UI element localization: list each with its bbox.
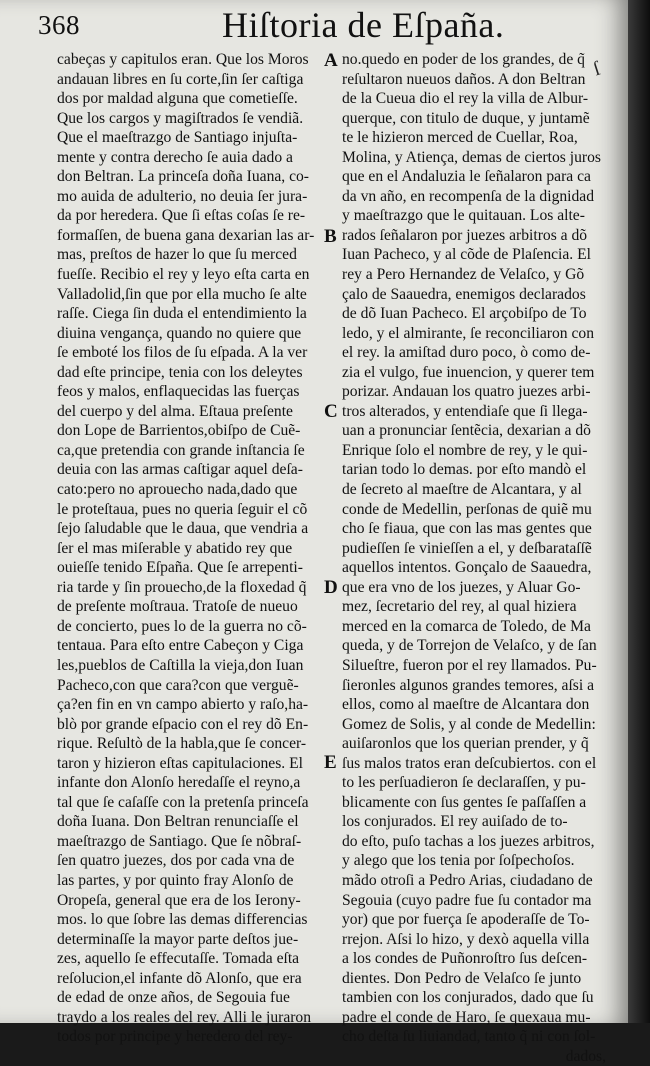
text-line: ſe emboté los filos de ſu eſpada. A la ver — [57, 344, 308, 362]
text-line: padre el conde de Haro, ſe quexaua mu- — [342, 1008, 591, 1026]
text-line: deuia con las armas caſtigar aquel deſa- — [57, 461, 303, 479]
text-line: ſejo ſaludable que le daua, que vendria a — [57, 520, 309, 538]
text-line: ſieronles algunos grandes temores, aſsi a — [342, 676, 595, 694]
text-line: del cuerpo y del alma. Eſtaua preſente — [57, 402, 293, 420]
text-line: ſen quatro juezes, dos por cada vna de — [57, 852, 295, 870]
text-line: ça?en fin en vn campo abierto y raſo,ha- — [57, 696, 309, 714]
text-line: rados ſeñalaron por juezes arbitros a dõ — [342, 226, 588, 244]
text-line: Pacheco,con que cara?con que verguẽ- — [57, 676, 299, 694]
text-line: diuina vengança, quando no quiere que — [57, 324, 302, 342]
text-line: Que los cargos y magiſtrados ſe vendiã. — [57, 109, 304, 127]
text-line: ſer el mas miſerable y abatido rey que — [57, 539, 293, 557]
text-line: don Beltran. La princeſa doña Iuana, co- — [57, 168, 309, 186]
text-line: Enrique ſolo el nombre de rey, y le qui- — [342, 441, 588, 459]
text-line: de la Cueua dio el rey la villa de Albur- — [342, 90, 589, 108]
text-line: Oropeſa, general que era de los Ierony- — [57, 891, 301, 909]
text-line: Que el maeſtrazgo de Santiago injuſta- — [57, 129, 298, 147]
text-line: taron y hizieron eſtas capitulaciones. El — [57, 754, 303, 772]
text-line: no.quedo en poder de los grandes, de q̃ — [342, 51, 585, 68]
text-line: mos. lo que ſobre las demas differencias — [57, 911, 308, 929]
text-line: que era vno de los juezes, y Aluar Go- — [342, 578, 581, 596]
text-line: formaſſen, de buena gana dexarian las ar- — [57, 226, 315, 244]
text-line: cato:pero no aprouecho nada,dado que — [57, 481, 298, 499]
text-line: rique. Reſultò de la habla,que ſe concer- — [57, 735, 307, 753]
margin-marker-a: A — [324, 50, 338, 71]
text-line: mãdo otroſi a Pedro Arias, ciudadano de — [342, 871, 593, 889]
text-line: Valladolid,ſin que por ella mucho ſe alte — [57, 285, 307, 303]
running-title: Hiſtoria de Eſpaña. — [222, 5, 505, 45]
text-line: blò por grande eſpacio con el rey dõ En- — [57, 715, 309, 733]
text-line: dad eſte principe, tenia con los deleytes — [57, 363, 303, 381]
text-line: de concierto, pues lo de la guerra no cõ- — [57, 617, 307, 635]
text-line: Gomez de Solis, y al conde de Medellin: — [342, 715, 596, 733]
margin-marker-d: D — [324, 577, 338, 598]
text-line: Molina, y Atiença, demas de ciertos juros — [342, 148, 601, 166]
text-line: tentaua. Para eſto entre Cabeçon y Ciga — [57, 637, 304, 655]
book-gutter-shadow — [628, 0, 650, 1023]
text-line: uan a pronunciar ſentẽcia, dexarian a dõ — [342, 422, 591, 440]
text-line: auiſaronlos que los querian prender, y q̃ — [342, 735, 589, 753]
text-line: da vn año, en recompenſa de la dignidad — [342, 187, 595, 205]
text-line: te le hizieron merced de Cuellar, Roa, — [342, 129, 578, 147]
text-line: mente y contra derecho ſe auia dado a — [57, 148, 293, 166]
text-line: infante don Alonſo heredaſſe el reyno,a — [57, 774, 301, 792]
text-line: dados, — [565, 1047, 606, 1065]
text-line: porizar. Andauan los quatro juezes arbi- — [342, 383, 591, 401]
text-line: traydo a los reales del rey. Alli le juraron — [57, 1008, 312, 1026]
text-line: ouieſſe tenido Eſpaña. Que ſe arrepenti- — [57, 559, 303, 577]
text-line: Iuan Pacheco, y al cõde de Plaſencia. El — [342, 246, 591, 264]
text-line: de preſente moſtraua. Tratoſe de nueuo — [57, 598, 298, 616]
text-line: de edad de onze años, de Segouia fue — [57, 989, 290, 1007]
text-line: fueſſe. Recibio el rey y leyo eſta carta en — [57, 266, 310, 284]
text-line: mez, ſecretario del rey, al qual hiziera — [342, 598, 577, 616]
text-line: cabeças y capitulos eran. Que los Moros — [57, 51, 309, 68]
text-line: blicamente con ſus gentes ſe paſſaſſen a — [342, 793, 587, 811]
text-line: da por heredera. Que ſi eſtas coſas ſe re- — [57, 207, 306, 225]
text-line: çalo de Saauedra, enemigos declarados — [342, 285, 586, 303]
right-text-column — [342, 50, 606, 1066]
text-line: ſus malos tratos eran deſcubiertos. con el — [342, 754, 597, 772]
text-line: don Lope de Barrientos,obiſpo de Cuẽ- — [57, 422, 301, 440]
margin-marker-b: B — [324, 226, 337, 247]
text-line: de ſecreto al maeſtre de Alcantara, y al — [342, 481, 582, 499]
text-line: tros alterados, y entendiaſe que ſi llega- — [342, 402, 588, 420]
margin-marker-e: E — [324, 752, 337, 773]
text-line: maeſtrazgo de Santiago. Que ſe nõbraſ- — [57, 832, 302, 850]
text-line: y maeſtrazgo que le quitauan. Los alte- — [342, 207, 585, 225]
text-line: dientes. Don Pedro de Velaſco ſe junto — [342, 969, 582, 987]
text-line: tarian todo lo demas. por eſto mandò el — [342, 461, 587, 479]
text-line: rey a Pero Hernandez de Velaſco, y Gõ — [342, 266, 585, 284]
text-line: do eſto, puſo tachas a los juezes arbitros, — [342, 832, 595, 850]
text-line: merced en la comarca de Toledo, de Ma — [342, 617, 591, 635]
text-line: aquellos intentos. Gonçalo de Saauedra, — [342, 559, 592, 577]
text-line: que en el Andaluzia le ſeñalaron para ca — [342, 168, 591, 186]
text-line: le proteſtaua, pues no queria ſeguir el cõ — [57, 500, 308, 518]
text-line: les,pueblos de Caſtilla la vieja,don Iuan — [57, 656, 304, 674]
text-line: rrejon. Aſsi lo hizo, y dexò aquella villa — [342, 930, 590, 948]
text-line: to les perſuadieron ſe declaraſſen, y pu- — [342, 774, 586, 792]
text-line: zia el vulgo, fue inuencion, y querer tem — [342, 363, 595, 381]
handwritten-margin-note: ſ — [590, 57, 603, 81]
text-line: pudieſſen ſe vinieſſen a el, y deſbarataſſẽ — [342, 539, 592, 557]
page-number: 368 — [38, 10, 80, 40]
text-line: querque, con titulo de duque, y juntamẽ — [342, 109, 590, 127]
text-line: ria tarde y ſin prouecho,de la floxedad q̃ — [57, 578, 307, 596]
text-line: a los condes de Puñonroſtro ſus deſcen- — [342, 950, 588, 968]
text-line: feos y malos, enflaquecidas las fuerças — [57, 383, 300, 401]
margin-marker-c: C — [324, 401, 338, 422]
text-line: mas, preſtos de hazer lo que ſu merced — [57, 246, 297, 264]
text-line: ledo, y el almirante, ſe reconciliaron con — [342, 324, 594, 342]
text-line: doña Iuana. Don Beltran renunciaſſe el — [57, 813, 299, 831]
text-line: ca,que pretendia con grande inſtancia ſe — [57, 441, 305, 459]
text-line: todos por principe y heredero del rey- — [57, 1028, 293, 1046]
text-line: ellos, como al maeſtre de Alcantara don — [342, 696, 590, 714]
text-line: Silueſtre, fueron por el rey llamados. Pu- — [342, 656, 597, 674]
text-line: tambien con los conjurados, dado que ſu — [342, 989, 594, 1007]
text-line: reſultaron nueuos daños. A don Beltran — [342, 70, 586, 88]
text-line: raſſe. Ciega ſin duda el entendimiento la — [57, 305, 307, 323]
text-line: cho deſta ſu liuiandad, tanto q̃ ni con ſol- — [342, 1028, 596, 1046]
text-line: andauan libres en ſu corte,ſin ſer caſtiga — [57, 70, 304, 88]
text-line: conde de Medellin, perſonas de quiẽ mu — [342, 500, 592, 518]
text-line: de dõ Iuan Pacheco. El arçobiſpo de To — [342, 305, 587, 323]
text-line: cho ſe fiaua, que con las mas gentes que — [342, 520, 592, 538]
text-line: reſolucion,el infante dõ Alonſo, que era — [57, 969, 302, 987]
text-line: tal que ſe caſaſſe con la pretenſa princeſa — [57, 793, 309, 811]
left-text-column — [57, 50, 327, 1047]
text-line: Segouia (cuyo padre fue ſu contador ma — [342, 891, 592, 909]
text-line: yor) que por fuerça ſe apoderaſſe de To- — [342, 911, 590, 929]
text-line: los conjurados. El rey auiſado de to- — [342, 813, 568, 831]
text-line: y alego que los tenia por ſoſpechoſos. — [342, 852, 575, 870]
text-line: dos por maldad alguna que cometieſſe. — [57, 90, 298, 108]
text-line: determinaſſe la mayor parte deſtos jue- — [57, 930, 299, 948]
text-line: el rey. la amiſtad duro poco, ò como de- — [342, 344, 591, 362]
text-line: queda, y de Torrejon de Velaſco, y de ſan — [342, 637, 597, 655]
text-line: las partes, y por quinto fray Alonſo de — [57, 871, 294, 889]
text-line: mo auida de adulterio, no deuia ſer jura- — [57, 187, 308, 205]
text-line: zes, aquello ſe effecutaſſe. Tomada eſta — [57, 950, 300, 968]
